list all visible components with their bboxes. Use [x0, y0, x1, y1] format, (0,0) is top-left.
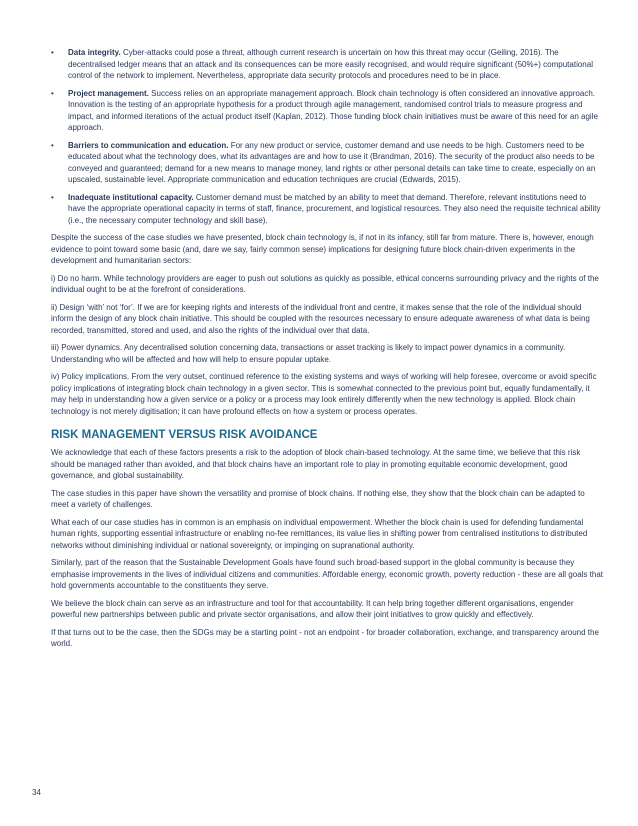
page-content [51, 47, 603, 656]
implication-design-with: ii) Design ‘with’ not ‘for’. If we are for keeping rights and interests of the individual front and centre, it makes sense that the role of the individual should inform the design of any block chain initiative. This should be coupled with the resources necessary to ensure adequate awareness of what data is being recorded, transmitted, stored and used, and also the rights of the individual over that data. [51, 302, 590, 335]
bullet-lead: Project management. [68, 88, 149, 98]
risk-factor-list [51, 47, 603, 226]
page-number: 34 [32, 788, 41, 797]
bullet-dot-icon: • [51, 192, 54, 202]
implication-do-no-harm: i) Do no harm. While technology providers are eager to push out solutions as quickly as possible, ethical concerns surrounding privacy and the rights of the individual ought to be at the forefront of considerations. [51, 273, 599, 294]
bullet-lead: Barriers to communication and education. [68, 140, 229, 150]
bullet-body: Cyber-attacks could pose a threat, although current research is uncertain on how this threat may occur (Geiling, 2016). The decentralised ledger means that an attack and its consequences can be more easily recognised, and would require significant (50%+) computational control of the network to implement. Nevertheless, appropriate data security protocols and procedures need to be in place. [68, 48, 593, 80]
bullet-dot-icon: • [51, 48, 54, 57]
bullet-dot-icon: • [51, 88, 54, 98]
bullet-lead: Data integrity. [68, 48, 121, 57]
section-paragraph: The case studies in this paper have shown the versatility and promise of block chains. If nothing else, they show that the block chain can be adapted to meet a variety of challenges. [51, 488, 585, 509]
section-paragraph: Similarly, part of the reason that the Sustainable Development Goals have found such broad-based support in the global community is because they emphasise improvements in the lives of individual citizens and communities. Affordable energy, economic growth, poverty reduction - these are all goals that hold governments accountable to the constituents they serve. [51, 558, 603, 590]
bullet-lead: Inadequate institutional capacity. [68, 192, 194, 202]
section-heading: RISK MANAGEMENT VERSUS RISK AVOIDANCE [51, 429, 318, 441]
section-paragraph: If that turns out to be the case, then the SDGs may be a starting point - not an endpoint - for broader collaboration, exchange, and transparency around the world. [51, 627, 599, 648]
section-paragraph: We believe the block chain can serve as an infrastructure and tool for that accountability. It can help bring together different organisations, engender powerful new partnerships between public and private sector organisations, and allow their joint initiatives to grow quickly and effectively. [51, 598, 574, 619]
implication-power-dynamics: iii) Power dynamics. Any decentralised solution concerning data, transactions or asset tracking is likely to impact power dynamics in a community. Understanding who will be affected and how will help to ensure popular uptake. [51, 343, 566, 364]
implication-policy: iv) Policy implications. From the very outset, continued reference to the existing systems and ways of working will help foresee, overcome or avoid specific policy implications of integrating block chain technology in a given sector. This is somewhat connected to the previous point but, equally fundamentally, it may help in understanding how a given service or a policy or a process may look entirely differently when the new technology is applied. Block chain technology is not merely digitisation; it can have profound effects on how a system or process operates. [51, 372, 597, 416]
section-paragraph: We acknowledge that each of these factors presents a risk to the adoption of block chain-based technology. At the same time, we believe that this risk should be managed rather than avoided, and that block chains have an important role to play in promoting equitable economic development, good governance, and global sustainability. [51, 448, 581, 480]
intro-paragraph: Despite the success of the case studies we have presented, block chain technology is, if not in its infancy, still far from mature. There is, however, enough evidence to point toward some basic (and, dare we say, fairly common sense) implications for designing future block chain-driven experiments in the development and humanitarian sectors: [51, 233, 594, 265]
bullet-communication-barriers [51, 140, 603, 186]
bullet-project-management [51, 88, 603, 134]
bullet-body: Customer demand must be matched by an ability to meet that demand. Therefore, relevant institutions need to have the appropriate operational capacity in terms of staff, finance, procurement, and logistical resources. They also need the requisite technical ability (i.e., the necessary computer technology and skill base). [68, 192, 601, 225]
bullet-data-integrity [51, 47, 603, 82]
bullet-dot-icon: • [51, 140, 54, 150]
bullet-institutional-capacity [51, 192, 603, 227]
bullet-body: For any new product or service, customer demand and use needs to be high. Customers need to be educated about what the technology does, what its advantages are and how to use it (Brandman, 2016). The security of the product also needs to be conveyed and guaranteed; demand for a new means to manage money, land rights or other personal details can take time to create, especially on an upscaled, sustainable level. Appropriate communication and education techniques are crucial (Edwards, 2015). [68, 140, 596, 184]
section-paragraph: What each of our case studies has in common is an emphasis on individual empowerment. Whether the block chain is used for defending fundamental human rights, supporting essential infrastructure or enabling no-fee remittances, its value lies in shifting power from centralised institutions to distributed networks without diminishing individual or national sovereignty, or impinging on supranational authority. [51, 517, 588, 550]
bullet-body: Success relies on an appropriate management approach. Block chain technology is often considered an innovative approach. Innovation is the testing of an appropriate hypothesis for a product through agile management, randomised control trials to measure progress and impact, and informed iterations of the actual product itself (Kaplan, 2012). Those funding block chain initiatives must be aware of this need for an agile approach. [68, 88, 598, 132]
